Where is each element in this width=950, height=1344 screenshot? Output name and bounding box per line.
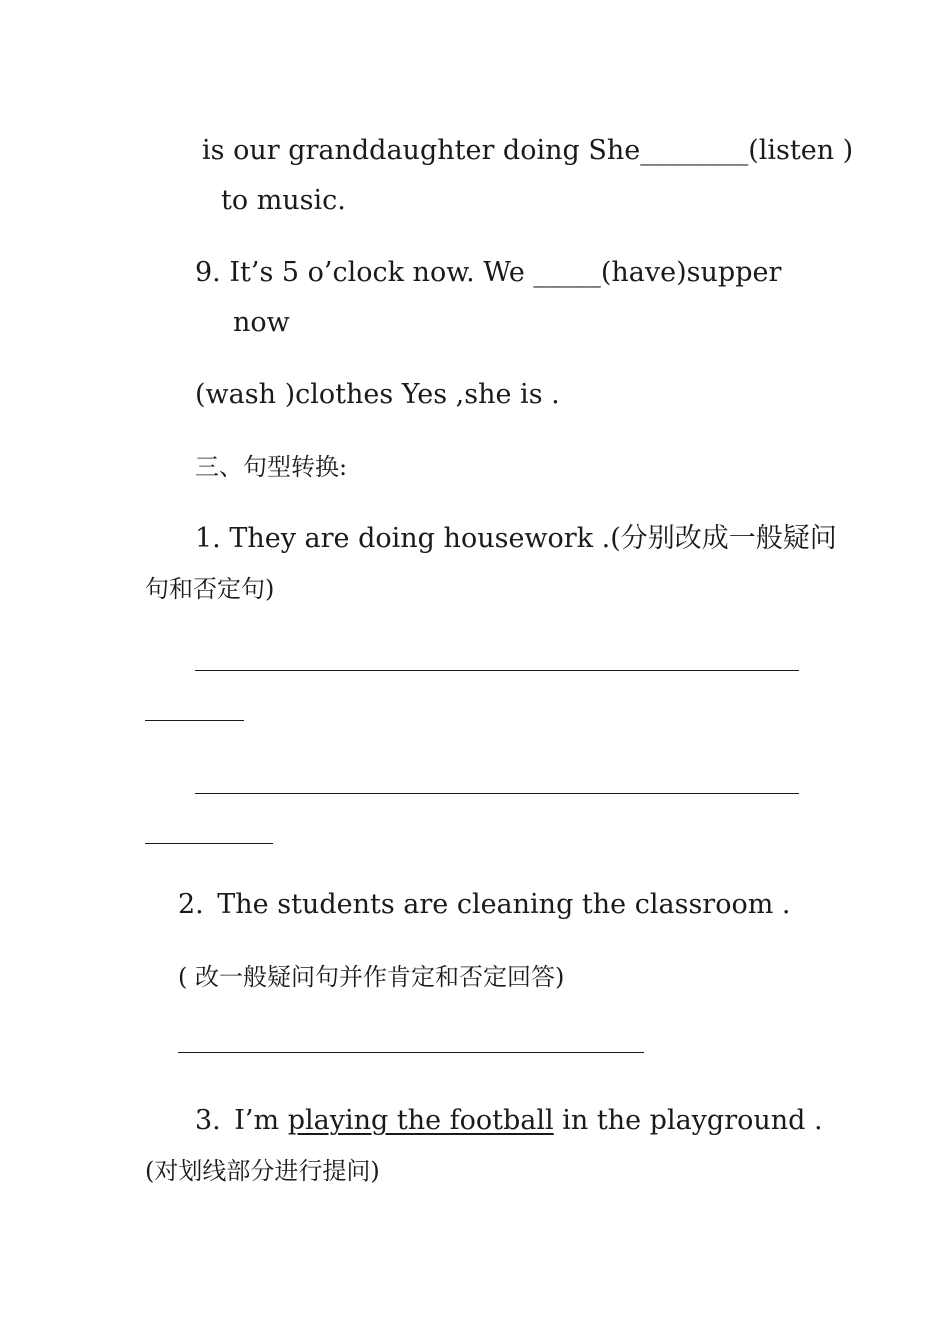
- question-1: 1. They are doing housework .(分别改成一般疑问: [195, 523, 837, 554]
- question-2-instruction: ( 改一般疑问句并作肯定和否定回答): [178, 963, 565, 991]
- answer-line[interactable]: [178, 1052, 644, 1053]
- answer-line[interactable]: [145, 843, 273, 844]
- question-9-cont: now: [233, 307, 290, 338]
- question-3-number: 3. I’m: [195, 1105, 288, 1136]
- answer-line[interactable]: [145, 720, 244, 721]
- answer-line[interactable]: [195, 670, 799, 671]
- question-2: 2. The students are cleaning the classroom .: [178, 889, 791, 920]
- question-3-instruction: (对划线部分进行提问): [145, 1157, 380, 1185]
- question-3: [195, 1103, 823, 1139]
- question-9: 9. It’s 5 o’clock now. We _____(have)supper: [195, 257, 782, 288]
- line-listen: is our granddaughter doing She________(listen ): [202, 135, 854, 166]
- section-title: 三、句型转换:: [195, 453, 348, 481]
- underlined-phrase: playing the football: [287, 1105, 554, 1136]
- question-3-rest: in the playground .: [553, 1105, 823, 1136]
- question-1-cont: 句和否定句): [145, 575, 275, 603]
- line-to-music: to music.: [221, 185, 346, 216]
- answer-line[interactable]: [195, 793, 799, 794]
- line-wash-clothes: (wash )clothes Yes ,she is .: [195, 379, 560, 410]
